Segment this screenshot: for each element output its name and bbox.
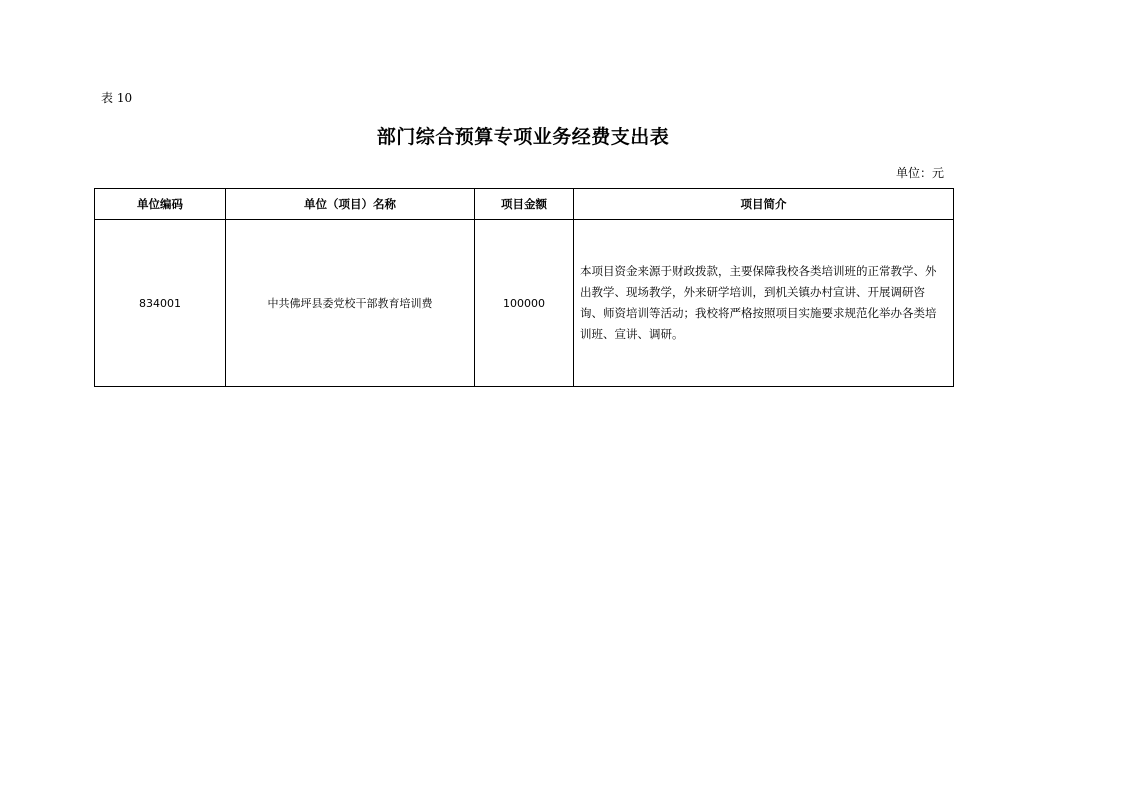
table-number-label: 表 10: [101, 91, 133, 105]
table-header: [95, 189, 954, 220]
cell-amount: 100000: [475, 220, 574, 387]
header-unit-code: 单位编码: [95, 189, 226, 220]
header-row: [95, 189, 954, 220]
header-unit-name: 单位（项目）名称: [226, 189, 475, 220]
header-description: 项目简介: [574, 189, 954, 220]
table-body: [95, 220, 954, 387]
cell-unit-name: 中共佛坪县委党校干部教育培训费: [226, 220, 475, 387]
cell-unit-code: 834001: [95, 220, 226, 387]
header-amount: 项目金额: [475, 189, 574, 220]
cell-description: 本项目资金来源于财政拨款，主要保障我校各类培训班的正常教学、外出教学、现场教学，外来研学培训，到机关镇办村宣讲、开展调研咨询、师资培训等活动；我校将严格按照项目实施要求规范化举办各类培训班、宣讲、调研。: [574, 220, 954, 387]
unit-label: 单位：元: [895, 166, 944, 180]
page-title: 部门综合预算专项业务经费支出表: [376, 126, 670, 148]
budget-table: [94, 188, 954, 387]
table-row: [95, 220, 954, 387]
